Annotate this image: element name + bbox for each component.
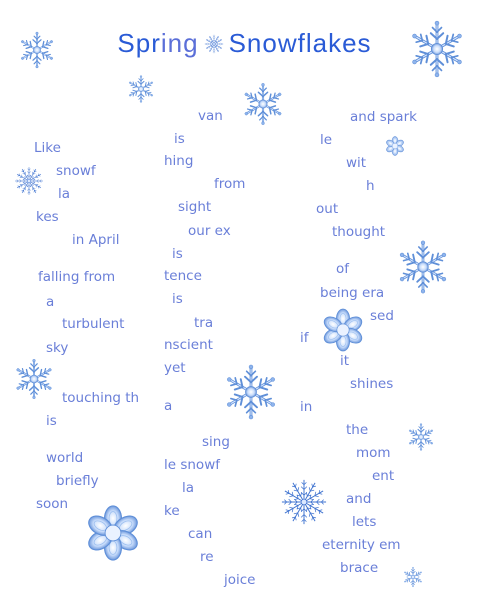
poem-word: la bbox=[58, 186, 71, 202]
poem-word: touching th bbox=[62, 390, 140, 406]
poem-word: thought bbox=[332, 224, 386, 240]
title-part-2: ing bbox=[160, 28, 199, 58]
poem-word: eternity em bbox=[322, 537, 401, 553]
poem-word: is bbox=[172, 246, 183, 262]
poem-word: joice bbox=[224, 572, 256, 588]
snowflake-icon bbox=[82, 502, 144, 564]
poem-word: turbulent bbox=[62, 316, 125, 332]
poem-word: tra bbox=[194, 315, 214, 331]
title-part-1: Spr bbox=[117, 28, 161, 58]
snowflake-icon bbox=[201, 34, 227, 54]
snowflake-icon bbox=[318, 306, 368, 354]
poem-word: being era bbox=[320, 285, 385, 301]
poem-word: kes bbox=[36, 209, 59, 225]
poem-word: la bbox=[182, 480, 195, 496]
snowflake-icon bbox=[406, 422, 436, 452]
snowflake-icon bbox=[126, 74, 156, 104]
poem-word: is bbox=[174, 131, 185, 147]
poem-word: Like bbox=[34, 140, 61, 156]
poem-word: sing bbox=[202, 434, 230, 450]
poem-word: the bbox=[346, 422, 369, 438]
poem-word: sight bbox=[178, 199, 212, 215]
snowflake-icon bbox=[240, 80, 286, 128]
snowflake-icon bbox=[14, 164, 44, 198]
poem-word: sky bbox=[46, 340, 69, 356]
poem-word: sed bbox=[370, 308, 394, 324]
poem-word: soon bbox=[36, 496, 69, 512]
poem-word: nscient bbox=[164, 337, 213, 353]
poem-word: is bbox=[172, 291, 183, 307]
poem-word: is bbox=[46, 413, 57, 429]
poem-word: if bbox=[300, 330, 309, 346]
poem-word: le snowf bbox=[164, 457, 220, 473]
poem-word: mom bbox=[356, 445, 391, 461]
poem-word: in bbox=[300, 399, 313, 415]
poem-word: our ex bbox=[188, 223, 231, 239]
snowflake-icon bbox=[280, 478, 328, 526]
poem-word: from bbox=[214, 176, 246, 192]
poem-word: le bbox=[320, 132, 333, 148]
poem-word: in April bbox=[72, 232, 120, 248]
poem-word: can bbox=[188, 526, 213, 542]
poem-word: yet bbox=[164, 360, 186, 376]
poem-word: tence bbox=[164, 268, 202, 284]
poem-word: of bbox=[336, 261, 350, 277]
poem-word: and spark bbox=[350, 109, 417, 125]
snowflake-icon bbox=[14, 30, 60, 70]
poem-word: and bbox=[346, 491, 372, 507]
snowflake-icon bbox=[220, 362, 282, 422]
poem-word: ent bbox=[372, 468, 395, 484]
poem-word: it bbox=[340, 353, 350, 369]
poem-word: hing bbox=[164, 153, 194, 169]
poem-word: shines bbox=[350, 376, 394, 392]
poem-word: h bbox=[366, 178, 375, 194]
poem-word: snowf bbox=[56, 163, 96, 179]
snowflake-icon bbox=[384, 135, 406, 157]
poem-word: van bbox=[198, 108, 223, 124]
poem-word: brace bbox=[340, 560, 379, 576]
poem-word: a bbox=[164, 398, 173, 414]
poem-word: out bbox=[316, 201, 339, 217]
snowflake-icon bbox=[12, 356, 56, 402]
poem-word: re bbox=[200, 549, 214, 565]
poem-word: wit bbox=[346, 155, 367, 171]
poem-word: lets bbox=[352, 514, 377, 530]
poem-word: world bbox=[46, 450, 84, 466]
poem-word: a bbox=[46, 294, 55, 310]
poem-word: briefly bbox=[56, 473, 99, 489]
poem-word: ke bbox=[164, 503, 180, 519]
snowflake-icon bbox=[404, 18, 470, 80]
snowflake-icon bbox=[392, 238, 454, 296]
title-part-3: Snowflakes bbox=[228, 28, 372, 58]
poem-word: falling from bbox=[38, 269, 116, 285]
snowflake-icon bbox=[402, 566, 424, 588]
